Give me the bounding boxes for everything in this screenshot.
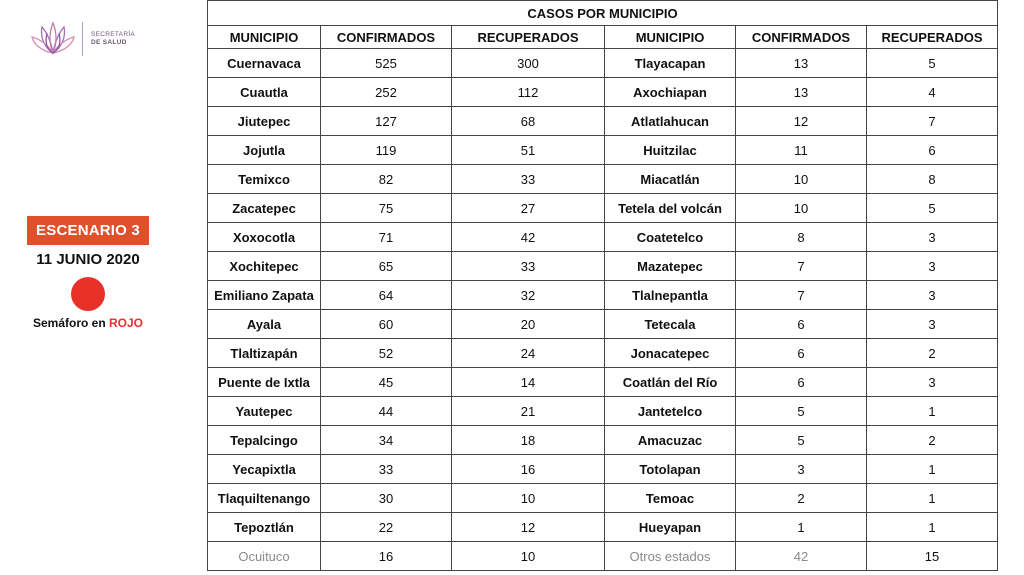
semaforo-prefix: Semáforo en xyxy=(32,316,109,330)
table-title: CASOS POR MUNICIPIO xyxy=(208,1,998,26)
municipality-cell: Yautepec xyxy=(208,397,321,426)
municipality-cell: Axochiapan xyxy=(605,78,736,107)
table-row xyxy=(208,484,998,513)
recovered-cell: 16 xyxy=(452,455,605,484)
municipality-cell: Hueyapan xyxy=(605,513,736,542)
municipality-cell: Cuernavaca xyxy=(208,49,321,78)
municipality-cell: Ocuituco xyxy=(208,542,321,571)
confirmed-cell: 13 xyxy=(736,78,867,107)
municipality-cell: Xochitepec xyxy=(208,252,321,281)
confirmed-cell: 1 xyxy=(736,513,867,542)
recovered-cell: 300 xyxy=(452,49,605,78)
confirmed-cell: 33 xyxy=(321,455,452,484)
table-row xyxy=(208,165,998,194)
confirmed-cell: 119 xyxy=(321,136,452,165)
recovered-cell: 42 xyxy=(452,223,605,252)
confirmed-cell: 60 xyxy=(321,310,452,339)
confirmed-cell: 127 xyxy=(321,107,452,136)
confirmed-cell: 2 xyxy=(736,484,867,513)
confirmed-cell: 42 xyxy=(736,542,867,571)
municipality-cell: Tlalnepantla xyxy=(605,281,736,310)
recovered-cell: 1 xyxy=(867,455,998,484)
confirmed-cell: 52 xyxy=(321,339,452,368)
recovered-cell: 15 xyxy=(867,542,998,571)
table-row xyxy=(208,513,998,542)
recovered-cell: 1 xyxy=(867,513,998,542)
recovered-cell: 10 xyxy=(452,542,605,571)
recovered-cell: 12 xyxy=(452,513,605,542)
recovered-cell: 24 xyxy=(452,339,605,368)
municipality-cell: Mazatepec xyxy=(605,252,736,281)
column-header: CONFIRMADOS xyxy=(736,26,867,49)
municipality-cell: Jojutla xyxy=(208,136,321,165)
confirmed-cell: 30 xyxy=(321,484,452,513)
table-row xyxy=(208,455,998,484)
recovered-cell: 1 xyxy=(867,484,998,513)
recovered-cell: 68 xyxy=(452,107,605,136)
recovered-cell: 112 xyxy=(452,78,605,107)
red-traffic-light-icon xyxy=(71,277,105,311)
municipality-cell: Tlaltizapán xyxy=(208,339,321,368)
recovered-cell: 18 xyxy=(452,426,605,455)
recovered-cell: 8 xyxy=(867,165,998,194)
recovered-cell: 20 xyxy=(452,310,605,339)
municipality-cell: Tlayacapan xyxy=(605,49,736,78)
recovered-cell: 3 xyxy=(867,310,998,339)
recovered-cell: 4 xyxy=(867,78,998,107)
municipality-cell: Jantetelco xyxy=(605,397,736,426)
confirmed-cell: 5 xyxy=(736,426,867,455)
confirmed-cell: 34 xyxy=(321,426,452,455)
municipality-cell: Coatlán del Río xyxy=(605,368,736,397)
confirmed-cell: 22 xyxy=(321,513,452,542)
municipality-cell: Jiutepec xyxy=(208,107,321,136)
confirmed-cell: 5 xyxy=(736,397,867,426)
municipality-cell: Ayala xyxy=(208,310,321,339)
municipality-cell: Otros estados xyxy=(605,542,736,571)
confirmed-cell: 7 xyxy=(736,252,867,281)
table-row xyxy=(208,223,998,252)
semaforo-label xyxy=(14,316,162,330)
municipality-cell: Tetecala xyxy=(605,310,736,339)
confirmed-cell: 6 xyxy=(736,310,867,339)
municipality-cell: Tepalcingo xyxy=(208,426,321,455)
table-row xyxy=(208,397,998,426)
confirmed-cell: 12 xyxy=(736,107,867,136)
column-header: MUNICIPIO xyxy=(208,26,321,49)
municipality-cell: Xoxocotla xyxy=(208,223,321,252)
recovered-cell: 3 xyxy=(867,281,998,310)
confirmed-cell: 65 xyxy=(321,252,452,281)
column-header: MUNICIPIO xyxy=(605,26,736,49)
recovered-cell: 5 xyxy=(867,194,998,223)
recovered-cell: 32 xyxy=(452,281,605,310)
confirmed-cell: 6 xyxy=(736,368,867,397)
table-row xyxy=(208,310,998,339)
column-header: CONFIRMADOS xyxy=(321,26,452,49)
cases-table-container xyxy=(207,0,997,575)
table-body xyxy=(208,49,998,571)
column-header: RECUPERADOS xyxy=(867,26,998,49)
confirmed-cell: 13 xyxy=(736,49,867,78)
municipality-cell: Tepoztlán xyxy=(208,513,321,542)
date-label: 11 JUNIO 2020 xyxy=(36,251,140,268)
confirmed-cell: 7 xyxy=(736,281,867,310)
municipality-cell: Temoac xyxy=(605,484,736,513)
lotus-flower-icon xyxy=(30,19,76,59)
recovered-cell: 10 xyxy=(452,484,605,513)
confirmed-cell: 6 xyxy=(736,339,867,368)
recovered-cell: 1 xyxy=(867,397,998,426)
table-row xyxy=(208,252,998,281)
table-row xyxy=(208,542,998,571)
recovered-cell: 2 xyxy=(867,339,998,368)
municipality-cell: Tetela del volcán xyxy=(605,194,736,223)
confirmed-cell: 8 xyxy=(736,223,867,252)
table-row xyxy=(208,78,998,107)
table-row xyxy=(208,281,998,310)
recovered-cell: 21 xyxy=(452,397,605,426)
recovered-cell: 7 xyxy=(867,107,998,136)
table-row xyxy=(208,339,998,368)
municipality-cell: Atlatlahucan xyxy=(605,107,736,136)
confirmed-cell: 10 xyxy=(736,194,867,223)
table-header-row xyxy=(208,26,998,49)
confirmed-cell: 45 xyxy=(321,368,452,397)
table-row xyxy=(208,136,998,165)
confirmed-cell: 3 xyxy=(736,455,867,484)
municipality-cell: Zacatepec xyxy=(208,194,321,223)
recovered-cell: 6 xyxy=(867,136,998,165)
recovered-cell: 51 xyxy=(452,136,605,165)
logo-text xyxy=(91,31,135,47)
semaforo-status: ROJO xyxy=(109,316,144,330)
confirmed-cell: 16 xyxy=(321,542,452,571)
recovered-cell: 3 xyxy=(867,252,998,281)
confirmed-cell: 64 xyxy=(321,281,452,310)
municipality-cell: Puente de Ixtla xyxy=(208,368,321,397)
logo-line-1: SECRETARÍA xyxy=(91,31,136,38)
confirmed-cell: 525 xyxy=(321,49,452,78)
recovered-cell: 5 xyxy=(867,49,998,78)
confirmed-cell: 11 xyxy=(736,136,867,165)
table-row xyxy=(208,426,998,455)
municipality-cell: Tlaquiltenango xyxy=(208,484,321,513)
municipality-cell: Amacuzac xyxy=(605,426,736,455)
recovered-cell: 2 xyxy=(867,426,998,455)
column-header: RECUPERADOS xyxy=(452,26,605,49)
municipality-cell: Miacatlán xyxy=(605,165,736,194)
recovered-cell: 14 xyxy=(452,368,605,397)
confirmed-cell: 44 xyxy=(321,397,452,426)
confirmed-cell: 82 xyxy=(321,165,452,194)
table-row xyxy=(208,49,998,78)
logo-line-2: DE SALUD xyxy=(91,39,127,46)
table-row xyxy=(208,107,998,136)
confirmed-cell: 252 xyxy=(321,78,452,107)
table-row xyxy=(208,368,998,397)
municipality-cell: Coatetelco xyxy=(605,223,736,252)
recovered-cell: 3 xyxy=(867,223,998,252)
municipality-cell: Yecapixtla xyxy=(208,455,321,484)
municipality-cell: Emiliano Zapata xyxy=(208,281,321,310)
municipality-cell: Temixco xyxy=(208,165,321,194)
municipality-cell: Totolapan xyxy=(605,455,736,484)
municipality-cell: Jonacatepec xyxy=(605,339,736,368)
table-row xyxy=(208,194,998,223)
recovered-cell: 27 xyxy=(452,194,605,223)
secretaria-de-salud-logo xyxy=(30,14,170,64)
municipality-cell: Huitzilac xyxy=(605,136,736,165)
scenario-badge: ESCENARIO 3 xyxy=(27,216,149,245)
recovered-cell: 33 xyxy=(452,252,605,281)
confirmed-cell: 10 xyxy=(736,165,867,194)
confirmed-cell: 75 xyxy=(321,194,452,223)
confirmed-cell: 71 xyxy=(321,223,452,252)
municipality-cell: Cuautla xyxy=(208,78,321,107)
recovered-cell: 33 xyxy=(452,165,605,194)
recovered-cell: 3 xyxy=(867,368,998,397)
logo-divider xyxy=(82,22,83,56)
cases-by-municipality-table xyxy=(207,0,998,571)
